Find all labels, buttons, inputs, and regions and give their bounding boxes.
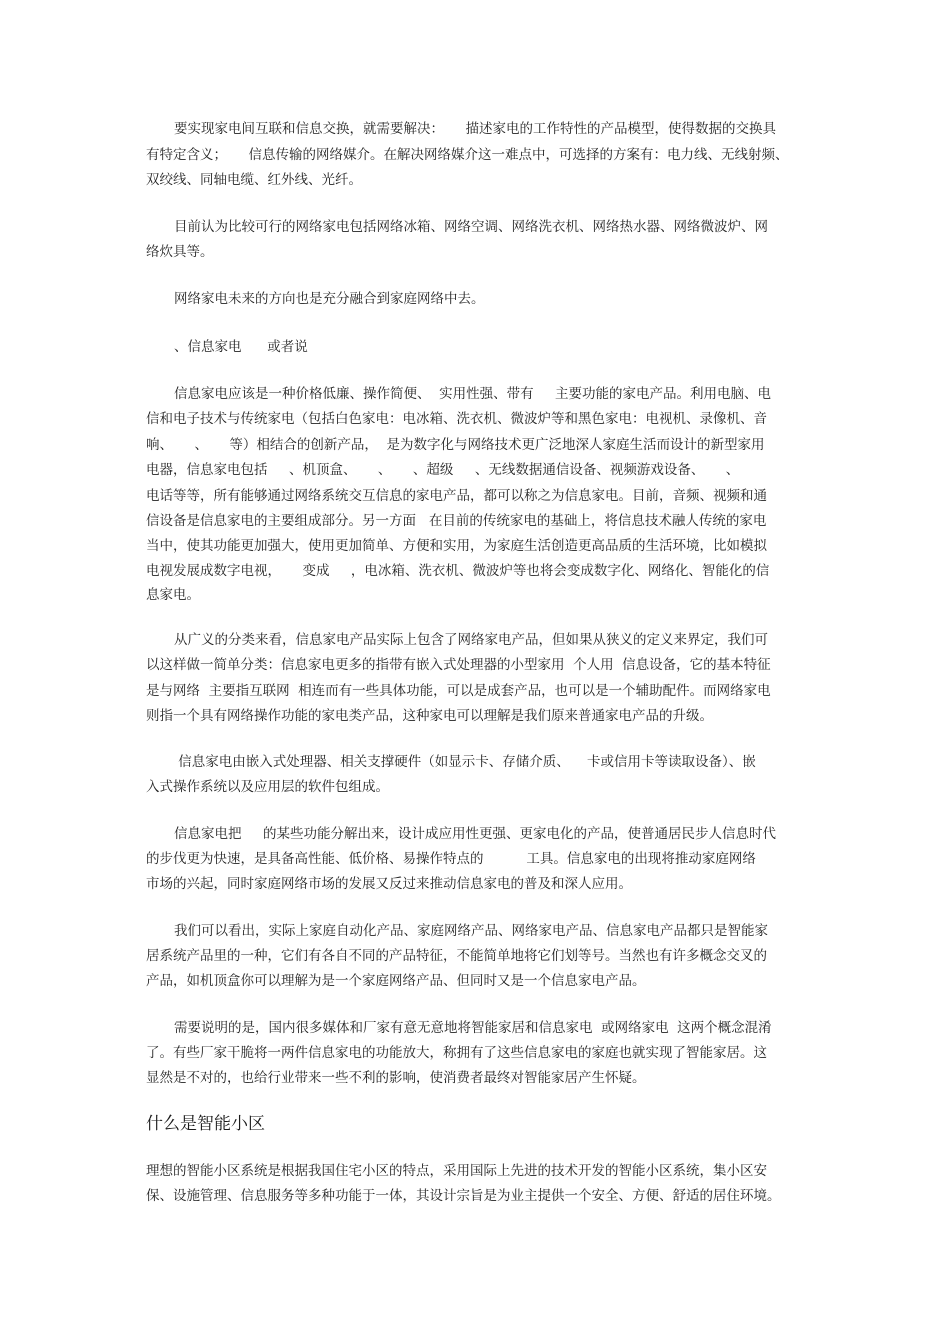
p4-line-1: 、信息家电 或者说 [174,339,308,355]
p3-line-1: 网络家电未来的方向也是充分融合到家庭网络中去。 [174,291,485,307]
p5-line-6: 信设备是信息家电的主要组成部分。另一方面 在目前的传统家电的基础上，将信息技术融人传统的家电 [146,513,767,529]
p5-line-8: 电视发展成数字电视， 变成 ，电冰箱、洗衣机、微波炉等也将会变成数字化、网络化、智能化的信 [146,563,770,579]
p6-line-4: 则指一个具有网络操作功能的家电类产品，这种家电可以理解是我们原来普通家电产品的升级。 [146,708,713,724]
p11-line-1: 理想的智能小区系统是根据我国住宅小区的特点，采用国际上先进的技术开发的智能小区系统，集小区安 [146,1163,767,1179]
p8-line-1: 信息家电把 的某些功能分解出来，设计成应用性更强、更家电化的产品，使普通居民步人信息时代 [174,826,776,842]
p2-line-1: 目前认为比较可行的网络家电包括网络冰箱、网络空调、网络洗衣机、网络热水器、网络微波炉、网 [174,219,768,235]
p5-line-1: 信息家电应该是一种价格低廉、操作简便、 实用性强、带有 主要功能的家电产品。利用电脑、电 [174,386,772,402]
p6-line-1: 从广义的分类来看，信息家电产品实际上包含了网络家电产品，但如果从狭义的定义来界定，我们可 [174,632,768,648]
p5-line-2: 信和电子技术与传统家电（包括白色家电：电冰箱、洗衣机、微波炉等和黑色家电：电视机、录像机、音 [146,411,767,427]
p7-line-2: 入式操作系统以及应用层的软件包组成。 [146,779,389,795]
section-heading: 什么是智能小区 [146,1114,265,1134]
p6-line-2: 以这样做一简单分类：信息家电更多的指带有嵌入式处理器的小型家用 个人用 信息设备，它的基本特征 [146,657,771,673]
p8-line-2: 的步伐更为快速，是具备高性能、低价格、易操作特点的 工具。信息家电的出现将推动家庭网络 [146,851,756,867]
p1-line-1: 要实现家电间互联和信息交换，就需要解决： 描述家电的工作特性的产品模型，使得数据的交换具 [174,121,776,137]
p5-line-3: 响、 、 等）相结合的创新产品， 是为数字化与网络技术更广泛地深人家庭生活而设计的新型家用 [146,437,765,453]
p5-line-9: 息家电。 [146,587,200,603]
p8-line-3: 市场的兴起，同时家庭网络市场的发展又反过来推动信息家电的普及和深人应用。 [146,876,632,892]
p9-line-3: 产品，如机顶盒你可以理解为是一个家庭网络产品、但同时又是一个信息家电产品。 [146,973,646,989]
p1-line-3: 双绞线、同轴电缆、红外线、光纤。 [146,172,362,188]
p5-line-5: 电话等等，所有能够通过网络系统交互信息的家电产品，都可以称之为信息家电。目前，音频、视频和通 [146,488,767,504]
p10-line-2: 了。有些厂家干脆将一两件信息家电的功能放大，称拥有了这些信息家电的家庭也就实现了智能家居。这 [146,1045,767,1061]
p9-line-2: 居系统产品里的一种，它们有各自不同的产品特征，不能简单地将它们划等号。当然也有许多概念交叉的 [146,948,767,964]
p7-line-1: 信息家电由嵌入式处理器、相关支撑硬件（如显示卡、存储介质、 卡或信用卡等读取设备）、嵌 [174,754,756,770]
p11-line-2: 保、设施管理、信息服务等多种功能于一体，其设计宗旨是为业主提供一个安全、方便、舒适的居住环境。 [146,1188,781,1204]
p9-line-1: 我们可以看出，实际上家庭自动化产品、家庭网络产品、网络家电产品、信息家电产品都只是智能家 [174,923,768,939]
p6-line-3: 是与网络 主要指互联网 相连而有一些具体功能，可以是成套产品，也可以是一个辅助配件。而网络家电 [146,683,771,699]
p5-line-7: 当中，使其功能更加强大，使用更加简单、方便和实用，为家庭生活创造更高品质的生活环境，比如模拟 [146,538,767,554]
p10-line-1: 需要说明的是，国内很多媒体和厂家有意无意地将智能家居和信息家电 或网络家电 这两个概念混淆 [174,1020,772,1036]
p1-line-2: 有特定含义； 信息传输的网络媒介。在解决网络媒介这一难点中，可选择的方案有：电力线、无线射频、 [146,147,789,163]
p10-line-3: 显然是不对的，也给行业带来一些不利的影响，使消费者最终对智能家居产生怀疑。 [146,1070,646,1086]
p5-line-4: 电器，信息家电包括 、机顶盒、 、 、超级 、无线数据通信设备、视频游戏设备、 、 [146,462,740,478]
p2-line-2: 络炊具等。 [146,244,214,260]
